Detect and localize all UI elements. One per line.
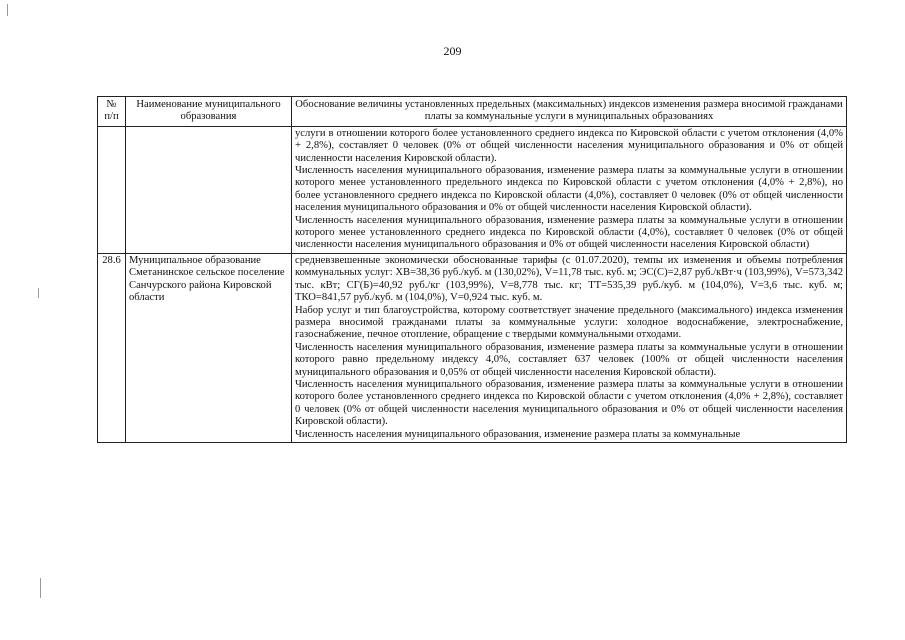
scan-margin-mark-middle — [38, 288, 39, 298]
justification-cell — [292, 253, 847, 442]
row-number-cell — [98, 126, 126, 253]
justification-paragraph: услуги в отношении которого более установленного среднего индекса по Кировской области с учетом отклонения (4,0% + 2,8%), составляет 0 человек (0% от общей численности населения муниципального образования и 0% от общей численности населения Кировской области). — [295, 127, 843, 164]
table-row — [98, 253, 847, 442]
justification-paragraph: Численность населения муниципального образования, изменение размера платы за коммунальные услуги в отношении которого менее установленного предельного индекса по Кировской области с учетом отклонения (4,0% + 2,8%), но более установленного среднего индекса по Кировской области (4,0%), составляет 0 человек (0% от общей численности населения муниципального образования и 0% от общей численности населения Кировской области). — [295, 165, 843, 214]
justification-cell — [292, 126, 847, 253]
justification-paragraph: средневзвешенные экономически обоснованные тарифы (с 01.07.2020), темпы их изменения и объемы потребления коммунальных услуг: ХВ=38,36 руб./куб. м (130,02%), V=11,78 тыс. куб. м; ЭС(С)=2,87 руб./кВт·ч (103,99%), V=573,342 тыс. кВт; СГ(Б)=40,92 руб./кг (103,99%), V=8,778 тыс. кг; ТТ=535,39 руб./куб. м (104,0%), V=3,6 тыс. куб. м; ТКО=841,57 руб./куб. м (104,0%), V=0,924 тыс. куб. м. — [295, 254, 843, 304]
header-number: № п/п — [98, 97, 126, 127]
scan-margin-mark-top — [7, 4, 8, 16]
scan-margin-mark-bottom — [40, 578, 41, 598]
justification-paragraph: Численность населения муниципального образования, изменение размера платы за коммунальные услуги в отношении которого более установленного среднего индекса по Кировской области с учетом отклонения (4,0% + 2,8%), составляет 0 человек (0% от общей численности населения муниципального образования и 0% от общей численности населения Кировской области). — [295, 378, 843, 428]
tariff-index-table — [97, 96, 847, 443]
table-header-row — [98, 97, 847, 127]
justification-paragraph: Численность населения муниципального образования, изменение размера платы за коммунальные — [295, 428, 741, 440]
table-row — [98, 126, 847, 253]
row-number-cell: 28.6 — [98, 253, 126, 442]
header-municipality-name: Наименование муниципального образования — [126, 97, 292, 127]
justification-paragraph: Численность населения муниципального образования, изменение размера платы за коммунальные услуги в отношении которого равно предельному индексу 4,0%, составляет 637 человек (100% от общей численности населения муниципального образования и 0,05% от общей численности населения Кировской области). — [295, 341, 843, 378]
justification-paragraph: Набор услуг и тип благоустройства, которому соответствует значение предельного (максимального) индекса изменения размера вносимой гражданами платы за коммунальные услуги: холодное водоснабжение, электроснабжение, газоснабжение, печное отопление, обращение с твердыми коммунальными отходами. — [295, 304, 843, 341]
page-number: 209 — [443, 44, 462, 58]
justification-paragraph: Численность населения муниципального образования, изменение размера платы за коммунальные услуги в отношении которого менее установленного среднего индекса по Кировской области (4,0%), составляет 0 человек (0% от общей численности населения муниципального образования и 0% от общей численности населения Кировской области) — [295, 214, 843, 251]
header-justification: Обоснование величины установленных предельных (максимальных) индексов изменения размера вносимой гражданами платы за коммунальные услуги в муниципальных образованиях — [292, 97, 847, 127]
municipality-name-cell — [126, 126, 292, 253]
municipality-name-cell: Муниципальное образование Сметанинское сельское поселение Санчурского района Кировской области — [126, 253, 292, 442]
